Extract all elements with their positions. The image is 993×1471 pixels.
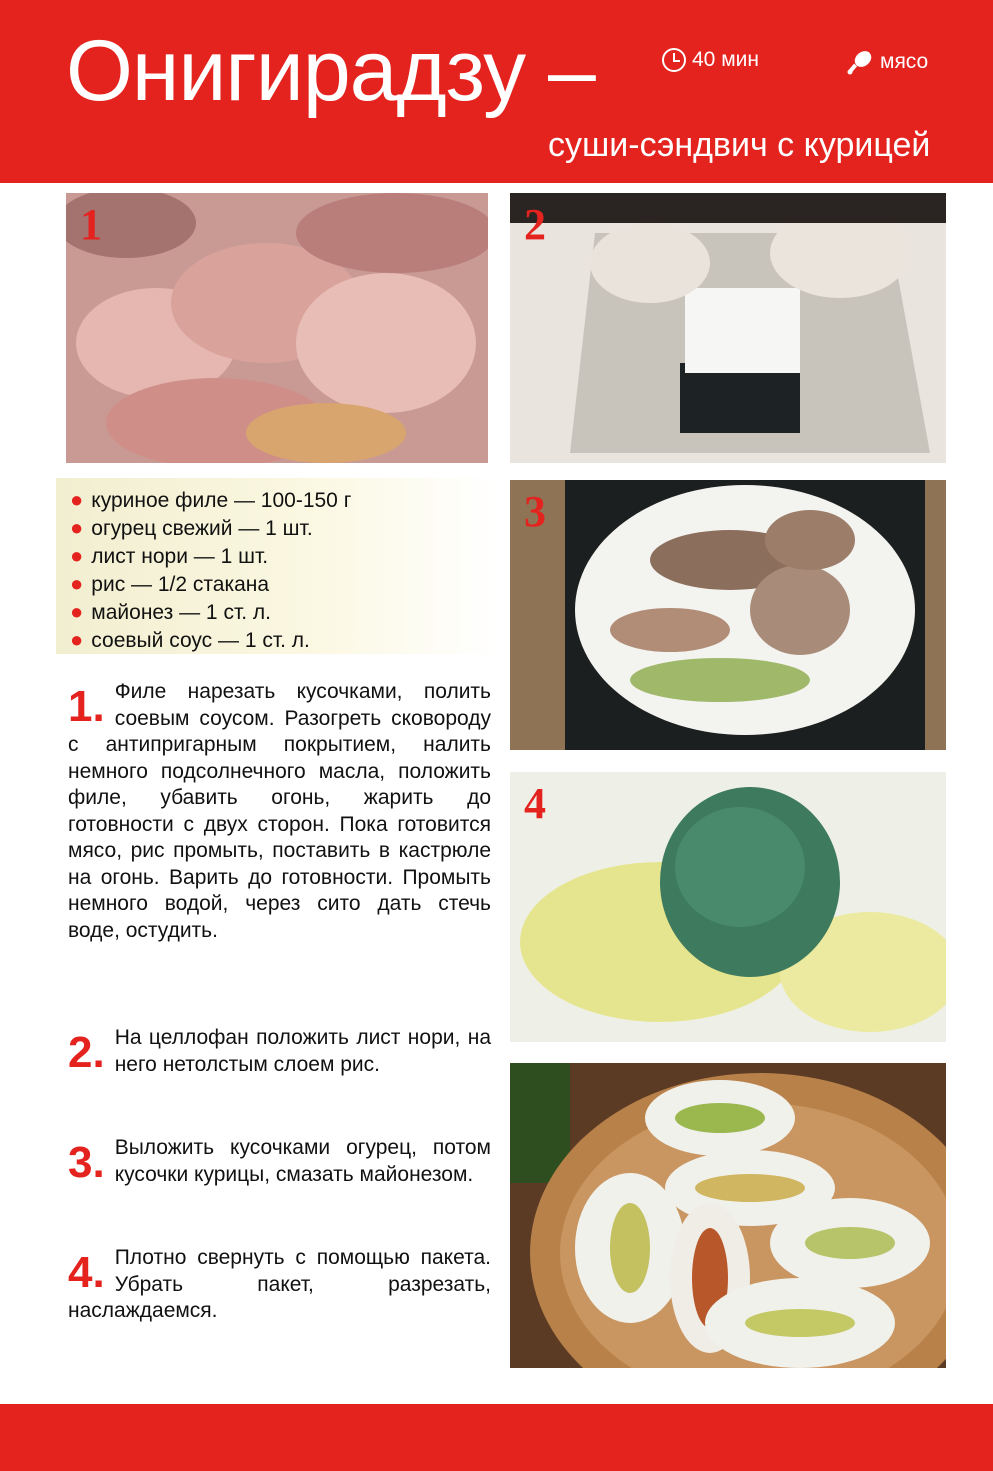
drumstick-icon [846, 48, 874, 76]
fillings-image [510, 480, 946, 750]
ingredient-item: ● майонез — 1 ст. л. [70, 599, 271, 624]
step-4 [68, 1245, 491, 1325]
bullet-icon: ● [70, 487, 84, 512]
photo-step-1-chicken [66, 193, 488, 463]
bullet-icon: ● [70, 571, 84, 596]
photo-step-4-wrapped [510, 772, 946, 1042]
photo-number: 1 [80, 200, 102, 249]
clock-icon [662, 48, 686, 72]
ingredient-item: ● лист нори — 1 шт. [70, 543, 269, 568]
photo-step-3-fillings [510, 480, 946, 750]
step-2 [68, 1025, 491, 1078]
page-title: Онигирадзу – [66, 23, 595, 119]
ingredient-item: ● куриное филе — 100-150 г [70, 487, 352, 512]
step-3 [68, 1135, 491, 1188]
photo-number: 4 [524, 779, 546, 828]
ingredient-item: ● огурец свежий — 1 шт. [70, 515, 313, 540]
ingredient-item: ● рис — 1/2 стакана [70, 571, 270, 596]
cooking-time-label: 40 мин [692, 48, 759, 71]
ingredients-list [70, 486, 351, 654]
step-number: 4. [68, 1248, 105, 1297]
photo-number: 2 [524, 200, 546, 249]
step-text: Филе нарезать кусочками, полить соевым соусом. Разогреть сковороду с антипригарным покрытием, налить немного подсолнечного масла, положить филе, убавить огонь, жарить до готовности с двух сторон. Пока готовится мясо, рис промыть, поставить в кастрюле на огонь. Варить до готовности. Промыть немного водой, через сито дать стечь воде, остудить. [68, 680, 491, 942]
step-text: Выложить кусочками огурец, потом кусочки курицы, смазать майонезом. [114, 1136, 491, 1186]
bullet-icon: ● [70, 599, 84, 624]
finished-dish-image [510, 1063, 946, 1368]
bullet-icon: ● [70, 627, 84, 652]
footer-bar [0, 1404, 993, 1471]
ingredient-item: ● соевый соус — 1 ст. л. [70, 627, 310, 652]
step-number: 3. [68, 1138, 105, 1187]
rice-nori-image [510, 193, 946, 463]
category [846, 48, 928, 76]
chicken-image [66, 193, 488, 463]
step-text: Плотно свернуть с помощью пакета. Убрать пакет, разрезать, наслаждаемся. [68, 1246, 491, 1322]
bullet-icon: ● [70, 515, 84, 540]
photo-number: 3 [524, 487, 546, 536]
header-banner [0, 0, 993, 183]
step-text: На целлофан положить лист нори, на него нетолстым слоем рис. [114, 1026, 491, 1076]
step-number: 2. [68, 1028, 105, 1077]
step-1 [68, 679, 491, 944]
bullet-icon: ● [70, 543, 84, 568]
page-subtitle: суши-сэндвич с курицей [548, 126, 931, 164]
category-label: мясо [880, 50, 929, 73]
photo-finished-dish [510, 1063, 946, 1368]
step-number: 1. [68, 682, 105, 731]
cooking-time [662, 48, 759, 72]
wrapped-image [510, 772, 946, 1042]
photo-step-2-rice-nori [510, 193, 946, 463]
